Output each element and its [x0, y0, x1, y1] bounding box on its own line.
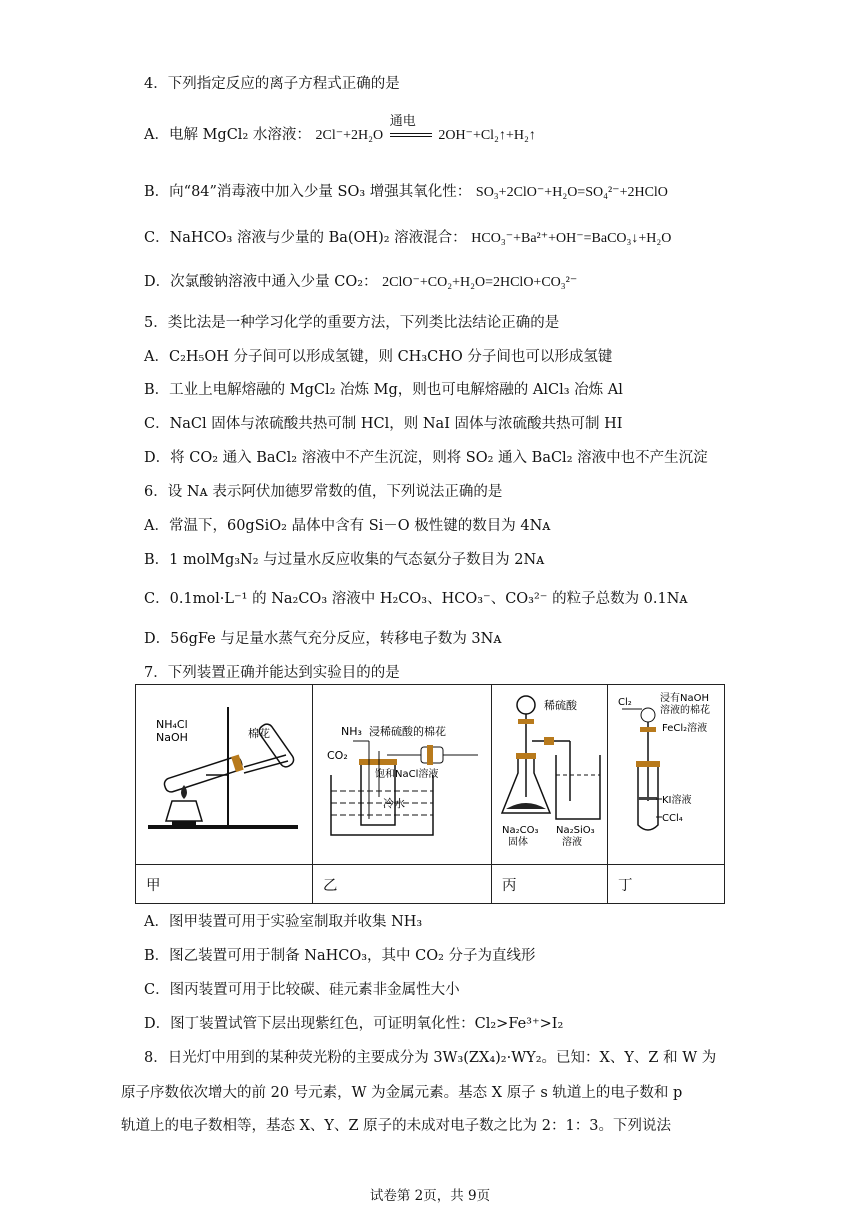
q4-d-eq: 2ClO⁻+CO₂+H₂O=2HClO+CO₃²⁻	[382, 275, 578, 290]
q4-option-a	[144, 114, 536, 144]
q8-line-2: 原子序数依次增大的前 20 号元素，W 为金属元素。基态 X 原子 s 轨道上的电子数和 p	[121, 1085, 683, 1101]
q4-d-label: D．次氯酸钠溶液中通入少量 CO₂：	[144, 274, 378, 290]
jia-label-3: 棉花	[248, 727, 270, 740]
yi-label-3: 浸稀硫酸的棉花	[369, 725, 446, 738]
jia-label-1: NH₄Cl	[156, 718, 188, 731]
q5-option-d: D．将 CO₂ 通入 BaCl₂ 溶液中不产生沉淀，则将 SO₂ 通入 BaCl₂ 溶液中也不产生沉淀	[144, 450, 708, 466]
q5-option-b: B．工业上电解熔融的 MgCl₂ 冶炼 Mg，则也可电解熔融的 AlCl₃ 冶炼 Al	[144, 382, 623, 398]
q4-c-eq: HCO₃⁻+Ba²⁺+OH⁻=BaCO₃↓+H₂O	[471, 231, 672, 246]
q6-option-a: A．常温下，60gSiO₂ 晶体中含有 Si－O 极性键的数目为 4Nᴀ	[144, 518, 551, 534]
q6-stem: 6．设 Nᴀ 表示阿伏加德罗常数的值，下列说法正确的是	[144, 484, 503, 500]
q7-option-a: A．图甲装置可用于实验室制取并收集 NH₃	[144, 914, 423, 930]
q5-option-a: A．C₂H₅OH 分子间可以形成氢键，则 CH₃CHO 分子间也可以形成氢键	[144, 349, 613, 365]
q4-a-condition: 通电	[388, 127, 434, 143]
q7-figure-table	[135, 684, 725, 904]
q4-a-right: 2OH⁻+Cl₂↑+H₂↑	[438, 128, 536, 143]
q6-option-b: B．1 molMg₃N₂ 与过量水反应收集的气态氨分子数目为 2Nᴀ	[144, 552, 545, 568]
bing-label-2: Na₂CO₃	[502, 825, 539, 836]
ding-label-6: CCl₄	[662, 813, 683, 824]
page-footer: 试卷第 2页，共 9页	[369, 1188, 491, 1204]
q4-b-eq: SO₃+2ClO⁻+H₂O=SO₄²⁻+2HClO	[475, 185, 668, 200]
q7-stem: 7．下列装置正确并能达到实验目的的是	[144, 665, 400, 681]
q6-option-c: C．0.1mol·L⁻¹ 的 Na₂CO₃ 溶液中 H₂CO₃、HCO₃⁻、CO₃²⁻ 的粒子总数为 0.1Nᴀ	[144, 591, 688, 607]
bing-label-3: 固体	[508, 837, 528, 848]
q4-b-label: B．向“84”消毒液中加入少量 SO₃ 增强其氧化性：	[144, 184, 472, 200]
bing-label-4: Na₂SiO₃	[556, 825, 595, 836]
fig-label-ding: 丁	[608, 865, 725, 904]
ding-label-2: 浸有NaOH	[660, 693, 709, 704]
ding-label-1: Cl₂	[618, 697, 632, 708]
q4-a-label: A．电解 MgCl₂ 水溶液：	[144, 127, 311, 143]
q7-option-c: C．图丙装置可用于比较碳、硅元素非金属性大小	[144, 982, 460, 998]
q4-a-left: 2Cl⁻+2H₂O	[315, 128, 384, 143]
bing-label-5: 溶液	[562, 837, 582, 848]
fig-jia	[136, 685, 313, 865]
bing-label-1: 稀硫酸	[544, 699, 577, 712]
fig-ding	[608, 685, 725, 865]
q7-option-b: B．图乙装置可用于制备 NaHCO₃，其中 CO₂ 分子为直线形	[144, 948, 536, 964]
q5-stem: 5．类比法是一种学习化学的重要方法，下列类比法结论正确的是	[144, 315, 560, 331]
fig-label-bing: 丙	[492, 865, 608, 904]
ding-label-3: 溶液的棉花	[660, 705, 710, 716]
fig-label-jia: 甲	[136, 865, 313, 904]
fig-yi	[313, 685, 492, 865]
yi-label-2: CO₂	[327, 749, 348, 762]
q4-c-label: C．NaHCO₃ 溶液与少量的 Ba(OH)₂ 溶液混合：	[144, 230, 467, 246]
fig-label-yi: 乙	[313, 865, 492, 904]
yi-label-1: NH₃	[341, 725, 362, 738]
q6-option-d: D．56gFe 与足量水蒸气充分反应，转移电子数为 3Nᴀ	[144, 631, 502, 647]
q4-stem: 4．下列指定反应的离子方程式正确的是	[144, 76, 400, 92]
fig-bing	[492, 685, 608, 865]
q7-option-d: D．图丁装置试管下层出现紫红色，可证明氧化性：Cl₂>Fe³⁺>I₂	[144, 1016, 564, 1032]
q5-option-c: C．NaCl 固体与浓硫酸共热可制 HCl，则 NaI 固体与浓硫酸共热可制 HI	[144, 416, 623, 432]
jia-label-2: NaOH	[156, 731, 188, 744]
ding-label-4: FeCl₂溶液	[662, 723, 708, 734]
q4-option-d	[144, 270, 577, 291]
yi-label-5: 冷水	[383, 797, 405, 810]
q8-line-3: 轨道上的电子数相等，基态 X、Y、Z 原子的未成对电子数之比为 2：1：3。下列说法	[121, 1118, 671, 1134]
ding-label-5: KI溶液	[662, 795, 692, 806]
q8-line-1: 8．日光灯中用到的某种荧光粉的主要成分为 3W₃(ZX₄)₂·WY₂。已知：X、Y、Z 和 W 为	[144, 1050, 717, 1066]
q4-option-b	[144, 180, 668, 201]
yi-label-4: 饱和NaCl溶液	[375, 769, 439, 780]
q4-option-c	[144, 226, 671, 247]
